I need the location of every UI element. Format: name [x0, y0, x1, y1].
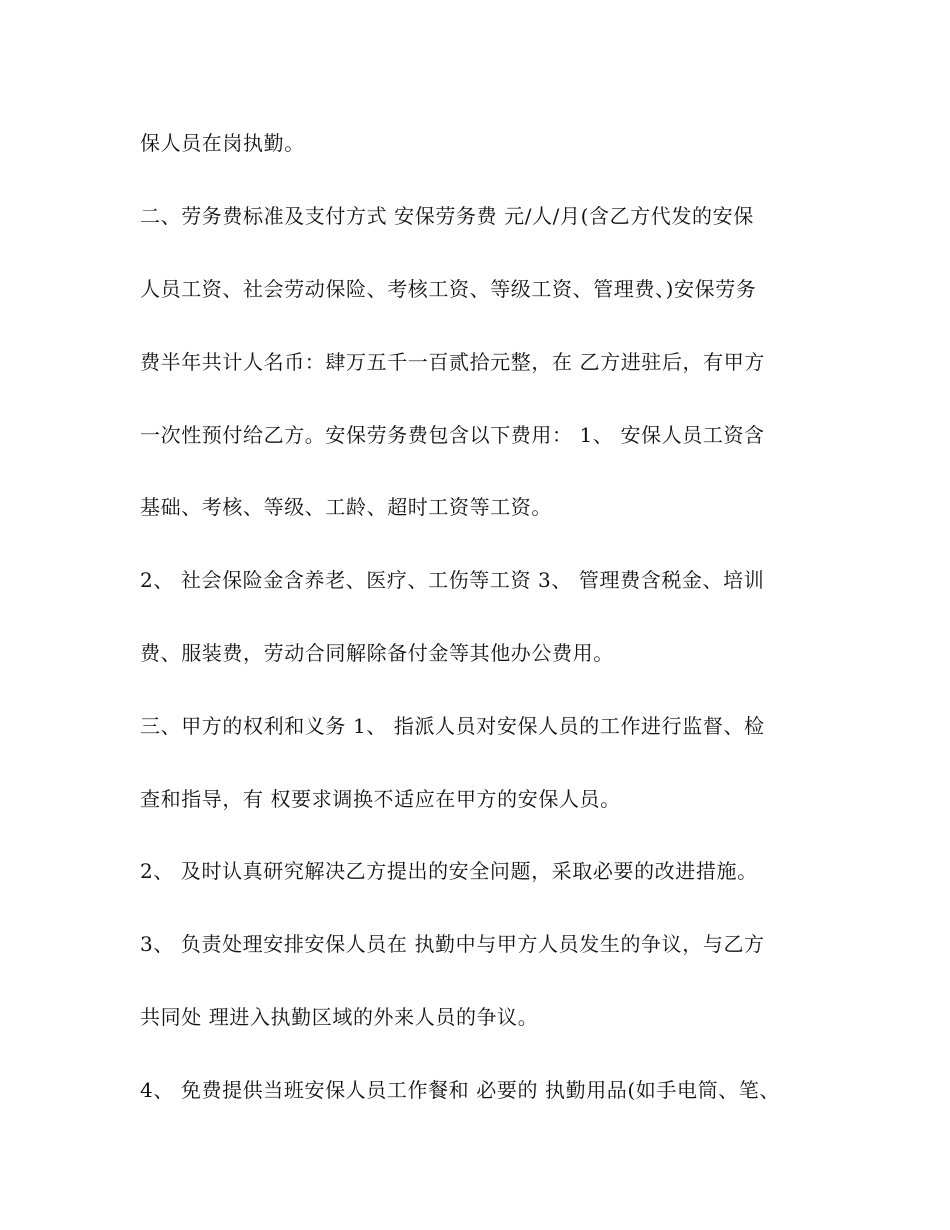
text-line-5: 一次性预付给乙方。安保劳务费包含以下费用： 1、 安保人员工资含	[140, 423, 765, 447]
text-line-3: 人员工资、社会劳动保险、考核工资、等级工资、管理费、)安保劳务	[140, 277, 757, 301]
text-line-9: 三、甲方的权利和义务 1、 指派人员对安保人员的工作进行监督、检	[140, 714, 765, 738]
text-line-11: 2、 及时认真研究解决乙方提出的安全问题，采取必要的改进措施。	[140, 859, 758, 883]
text-line-1: 保人员在岗执勤。	[140, 131, 305, 155]
text-line-7: 2、 社会保险金含养老、医疗、工伤等工资 3、 管理费含税金、培训	[140, 568, 765, 592]
text-line-10: 查和指导，有 权要求调换不适应在甲方的安保人员。	[140, 787, 621, 811]
text-line-6: 基础、考核、等级、工龄、超时工资等工资。	[140, 495, 552, 519]
text-line-4: 费半年共计人名币：肆万五千一百贰拾元整，在 乙方进驻后，有甲方	[140, 350, 765, 374]
text-line-2: 二、劳务费标准及支付方式 安保劳务费 元/人/月(含乙方代发的安保	[140, 204, 754, 228]
text-line-8: 费、服装费，劳动合同解除备付金等其他办公费用。	[140, 641, 614, 665]
text-line-14: 4、 免费提供当班安保人员工作餐和 必要的 执勤用品(如手电筒、笔、	[140, 1078, 780, 1102]
text-line-12: 3、 负责处理安排安保人员在 执勤中与甲方人员发生的争议，与乙方	[140, 932, 765, 956]
text-line-13: 共同处 理进入执勤区域的外来人员的争议。	[140, 1005, 539, 1029]
